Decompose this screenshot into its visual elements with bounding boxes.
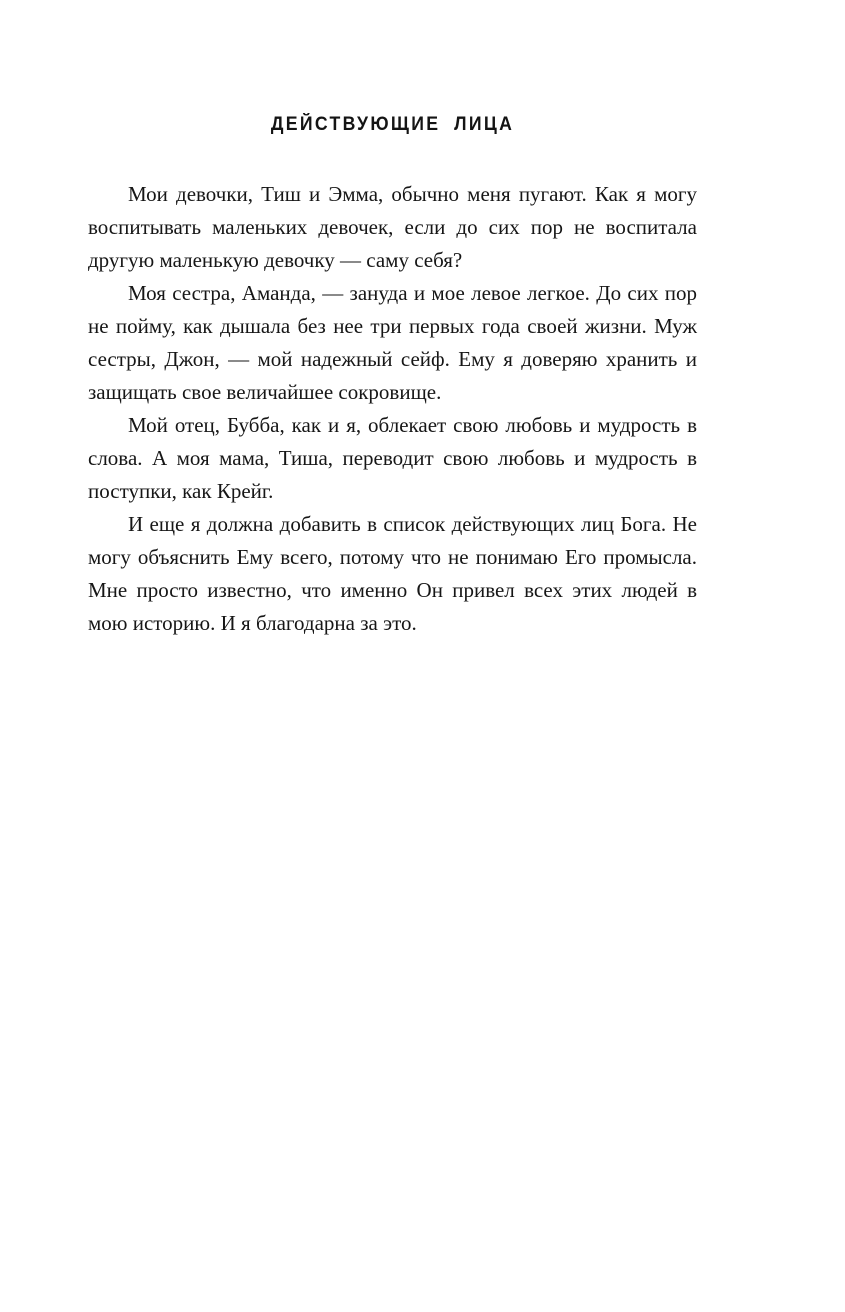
paragraph-4: И еще я должна добавить в список действующих лиц Бога. Не могу объяснить Ему всего, потому что не понимаю Его промысла. Мне просто известно, что именно Он привел всех этих людей в мою историю. И я благодарна за это. xyxy=(88,512,697,635)
paragraph-3: Мой отец, Бубба, как и я, облекает свою любовь и мудрость в слова. А моя мама, Тиша, переводит свою любовь и мудрость в поступки, как Крейг. xyxy=(88,413,697,503)
body-text xyxy=(88,178,697,640)
paragraph-2: Моя сестра, Аманда, — зануда и мое левое легкое. До сих пор не пойму, как дышала без нее три первых года своей жизни. Муж сестры, Джон, — мой надежный сейф. Ему я доверяю хранить и защищать свое величайшее сокровище. xyxy=(88,281,697,404)
text-column xyxy=(88,0,697,640)
paragraph-1: Мои девочки, Тиш и Эмма, обычно меня пугают. Как я могу воспитывать маленьких девочек, если до сих пор не воспитала другую маленькую девочку — саму себя? xyxy=(88,182,697,272)
chapter-heading: ДЕЙСТВУЮЩИЕ ЛИЦА xyxy=(270,114,515,135)
